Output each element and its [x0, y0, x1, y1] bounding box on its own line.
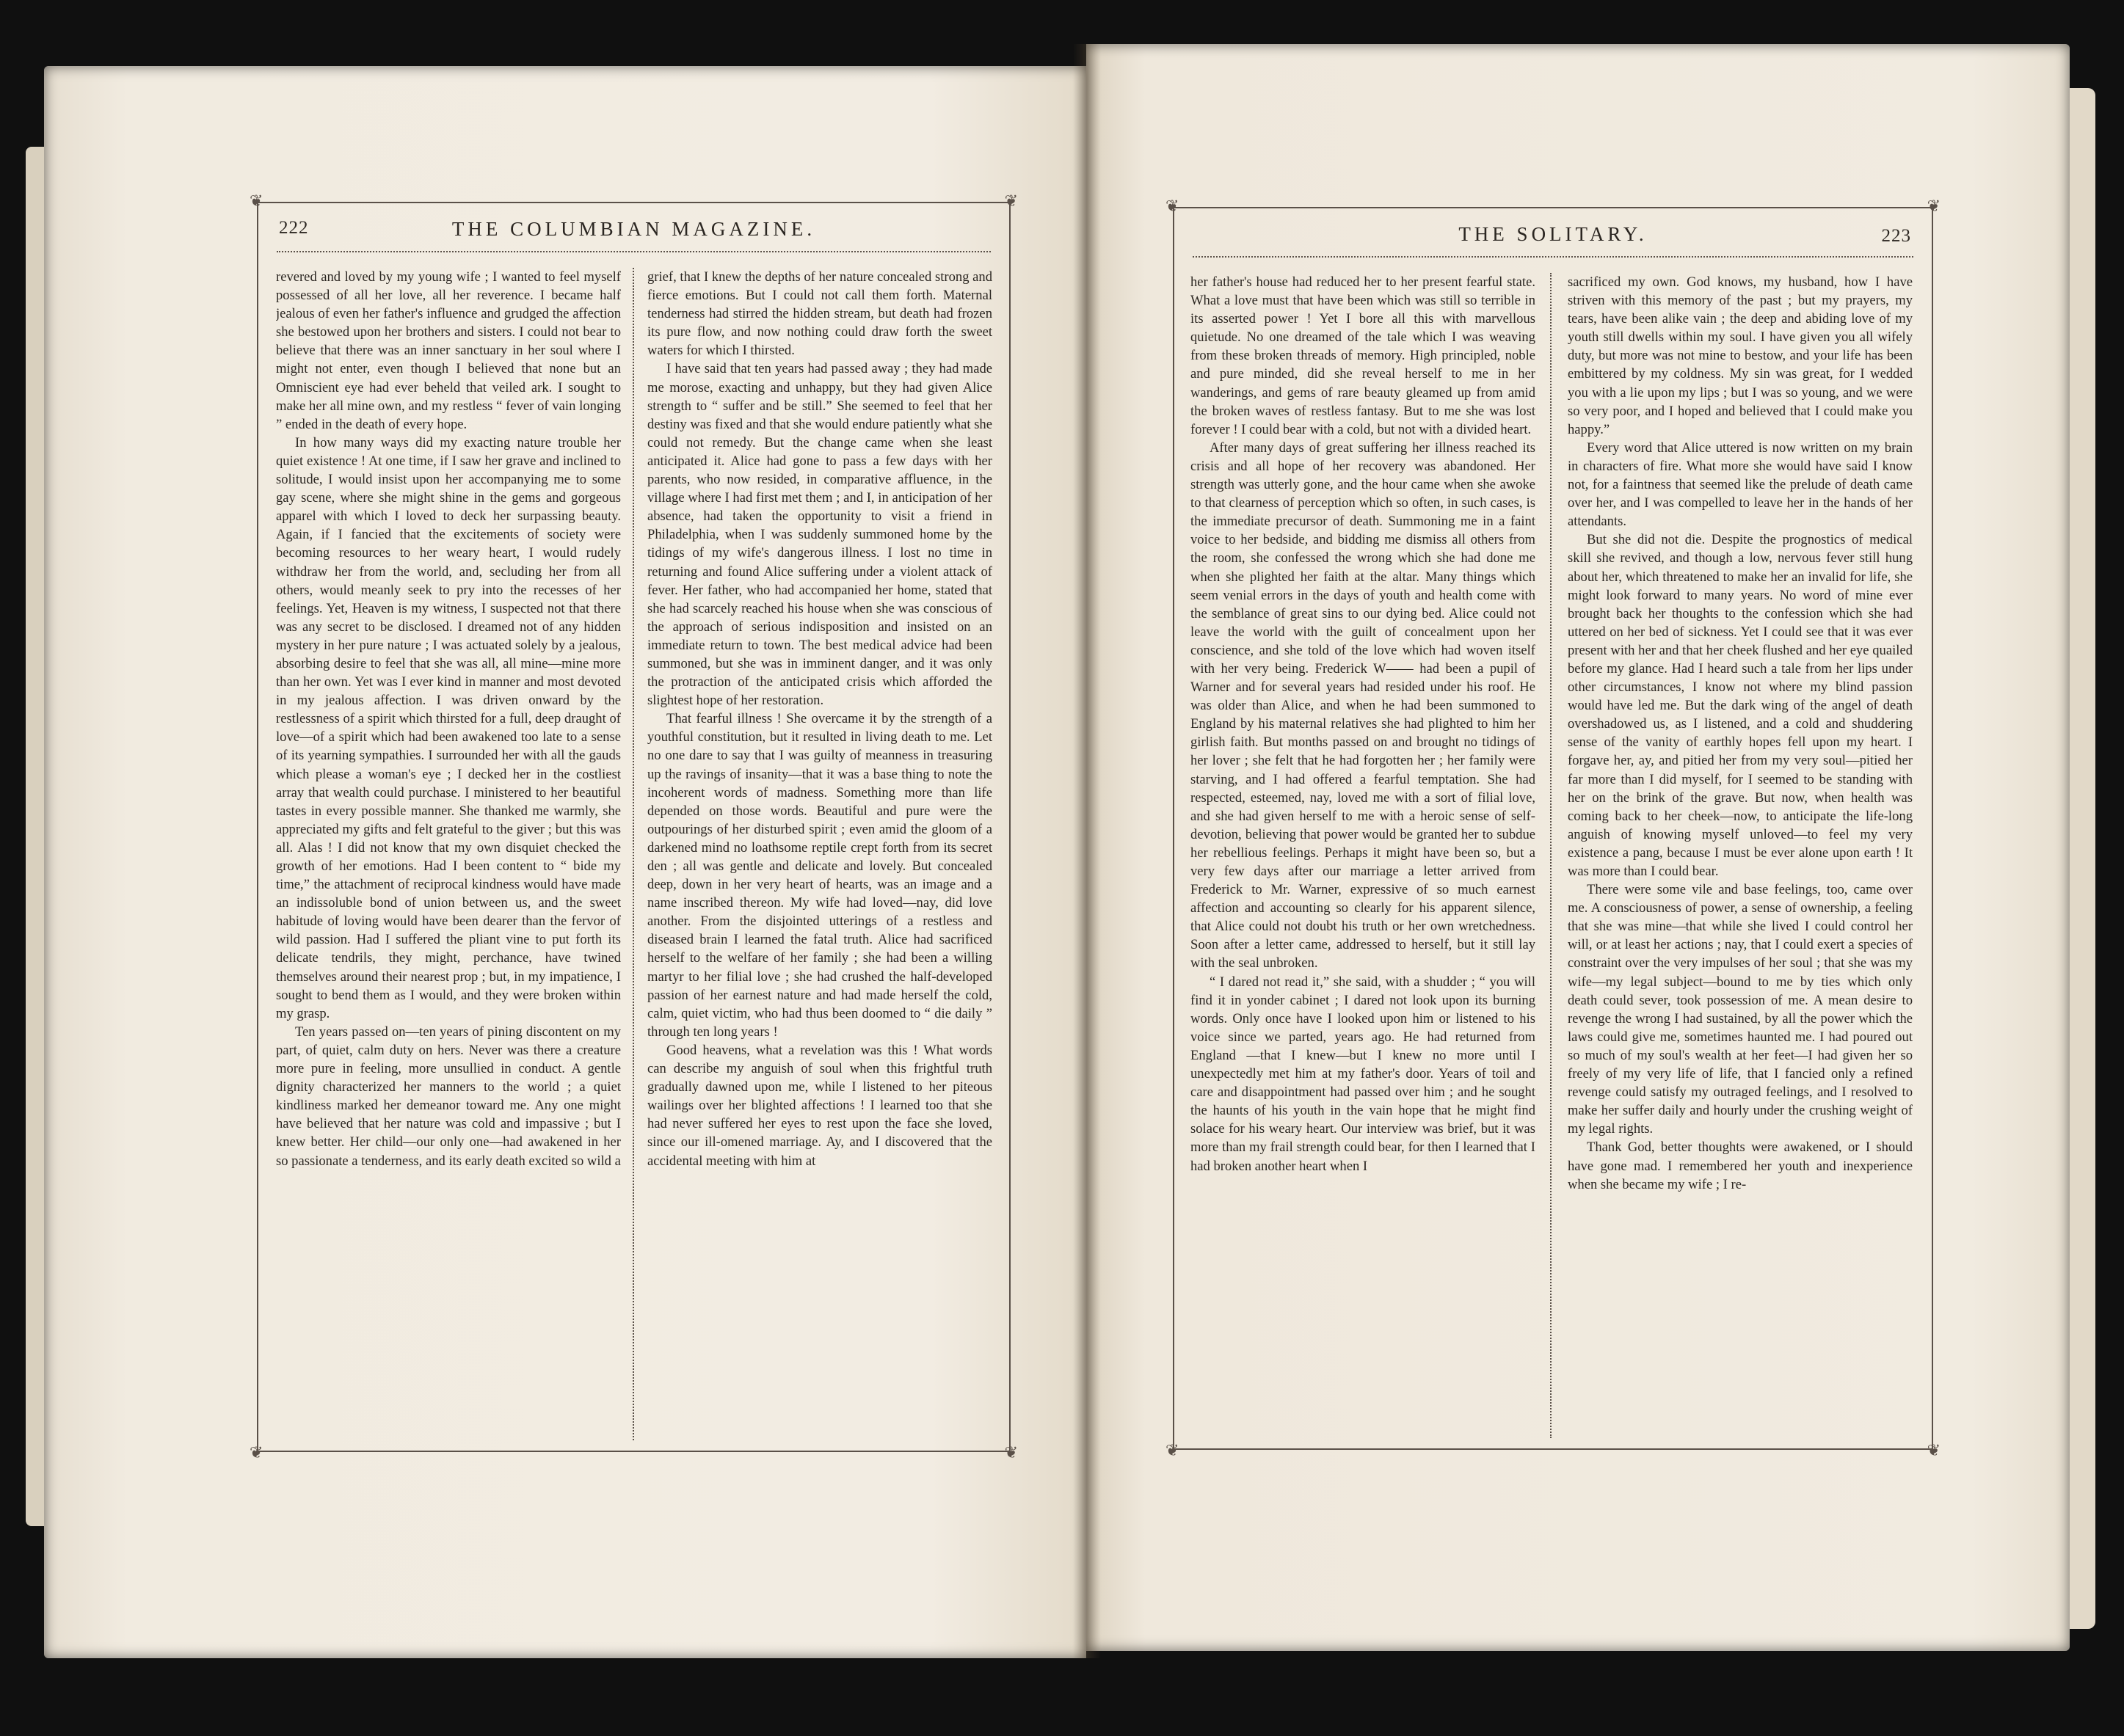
running-head: THE COLUMBIAN MAGAZINE. [451, 218, 816, 240]
right-page-frame [1165, 197, 1941, 1459]
paragraph: That fearful illness ! She overcame it by the strength of a youthful constitution, but it resulted in living death to me. Let no one dare to say that I was guilty of meanness in treasuring up the ravings of insanity—that it was a base thing to note the incoherent words of madness. Something more than life depended on those words. Beautiful and pure were the outpourings of her disturbed spirit ; even amid the gloom of a darkened mind no loathsome reptile crept forth from its secret den ; all was gentle and delicate and lovely. But concealed deep, down in her very heart of hearts, was an image and a name inscribed thereon. My wife had loved—nay, did love another. From the disjointed utterings of a restless and diseased brain I learned the fatal truth. Alice had sacrificed herself to the welfare of her family ; she had been a willing martyr to her filial love ; she had crushed the half-developed passion of her earnest nature and had made herself the cold, calm, quiet victim, who had thus been doomed to “ die daily ” through ten long years ! [647, 711, 992, 1040]
paragraph: In how many ways did my exacting nature trouble her quiet existence ! At one time, if I saw her grave and inclined to solitude, I would insist upon her accompanying me to some gay scene, where she might shine in the gems and gorgeous apparel with which I loved to deck her surpassing beauty. Again, if I fancied that the excitements of society were becoming resources to her weary heart, I would rudely withdraw her from the world, and, secluding her from all others, would meanly seek to pry into the recesses of her feelings. Yet, Heaven is my witness, I suspected not that there was any secret to be disclosed. I dreamed not of any hidden mystery in her pure nature ; I was actuated solely by a jealous, absorbing desire to feel that she was all, all mine—mine more than her own. Yet was I ever kind in manner and most devoted in my jealous affection. I was driven onward by the restlessness of a spirit which thirsted for a full, deep draught of love—of a spirit which had been awakened too late to a sense of its yearning sympathies. I surrounded her with all the gauds which please a woman's eye ; I decked her in the costliest array that wealth could purchase. I ministered to her beautiful tastes in every possible manner. She thanked me warmly, she appreciated my gifts and felt grateful to the giver ; but this was all. Alas ! I did not know that my own disquiet checked the growth of her emotions. Had I been content to “ bide my time,” the attachment of reciprocal kindness would have made an indissoluble bond of union between us, and the sweet habitude of loving would have been dearer than the fervor of wild passion. Had I suffered the pliant vine to put forth its delicate tendrils, they might, perchance, have twined themselves around their nearest prop ; but, in my impatience, I sought to bend them as I would, and they were broken within my grasp. [276, 434, 621, 1021]
header-rule [1193, 256, 1913, 262]
page-header [1174, 223, 1932, 249]
paragraph: sacrificed my own. God knows, my husband, how I have striven with this memory of the past ; but my prayers, my tears, have been alike vain ; the deep and abiding love of my youth still dwells within my soul. I have given you all wifely duty, but more was not mine to bestow, and your life has been embittered by my coldness. My sin was great, for I wedded you with a lie upon my lips ; but I was so young, and we were so very poor, and I hoped and believed that I could make you happy.” [1568, 274, 1913, 437]
ornament-corner: ❦ [250, 1443, 263, 1462]
header-rule [277, 251, 991, 257]
page-header [258, 218, 1009, 244]
paragraph: But she did not die. Despite the prognostics of medical skill she revived, and though a low, nervous fever still hung about her, which threatened to make her an invalid for life, she might look forward to many years. No word of mine ever brought back her thoughts to the confession which she had uttered on her bed of sickness. Yet I could see that it was ever present with her and that her cheek flushed and her eye quailed before my glance. Had I heard such a tale from her lips under other circumstances, I know not where my blind passion would have led me. But the dark wing of the angel of death overshadowed us, as I listened, and a cold and shuddering sense of the vanity of earthly hopes fell upon my heart. I forgave her, ay, and pitied her from my very soul—pitied her far more than I did myself, for I seemed to be standing with her on the brink of the grave. But now, when health was coming back to her cheek—now, to anticipate the life-long anguish of knowing myself unloved—to feel my very existence a pang, because I must be ever alone upon earth ! It was more than I could bear. [1568, 532, 1913, 879]
right-page-edge [2066, 88, 2095, 1629]
paragraph: her father's house had reduced her to her present fearful state. What a love must that have been which was still so terrible in its asserted power ! Yet I bore all this with marvellous quietude. No one dreamed of the tale which I was weaving from these broken threads of memory. High principled, noble and pure minded, did she reveal herself to me in her wanderings, and gems of rare beauty gleamed up from amid the broken waves of restless fantasy. But to me she was lost forever ! I could bear with a cold, but not with a divided heart. [1190, 274, 1535, 437]
ornament-corner: ❦ [1004, 192, 1018, 210]
paragraph: Ten years passed on—ten years of pining discontent on my part, of quiet, calm duty on hers. Never was there a creature more pure in feeling, more unsullied in conduct. A gentle dignity characterized her manners to the world ; a quiet kindliness marked her demeanor toward me. Any one might have believed that her nature was cold and impassive ; but I knew better. Her child—our only one—had awakened in her so passionate a tenderness, and its early death excited so wild a [276, 1024, 621, 1169]
left-page-frame [250, 192, 1018, 1462]
ornament-corner: ❦ [1927, 197, 1941, 215]
running-head: THE SOLITARY. [1458, 223, 1648, 245]
paragraph: Good heavens, what a revelation was this ! What words can describe my anguish of soul when this frightful truth gradually dawned upon me, while I listened to her piteous wailings over her blighted affections ! I learned too that she had never suffered her eyes to rest upon the face she loved, since our ill-omened marriage. Ay, and I discovered that the accidental meeting with him at [647, 1042, 992, 1169]
paragraph: Every word that Alice uttered is now written on my brain in characters of fire. What more she would have said I know not, for a faintness that seemed like the prelude of death came over her, and I was compelled to leave her in the hands of her attendants. [1568, 440, 1913, 530]
ornament-corner: ❦ [1165, 197, 1179, 215]
paragraph: Thank God, better thoughts were awakened, or I should have gone mad. I remembered her youth and inexperience when she became my wife ; I re- [1568, 1139, 1913, 1192]
ornament-corner: ❦ [1004, 1443, 1018, 1462]
text-column-left [1190, 273, 1535, 1438]
paragraph: After many days of great suffering her illness reached its crisis and all hope of her recovery was abandoned. Her strength was utterly gone, and the hour came when she awoke to that clearness of perception which so often, in such cases, is the immediate precursor of death. Summoning me in a faint voice to her bedside, and bidding me dismiss all others from the room, she confessed the wrong which she had done me when she plighted her faith at the altar. Many things which seem venial errors in the days of youth and health come with the semblance of great sins to our dying bed. Alice could not leave the world with the guilt of concealment upon her conscience, and she told of the love which had woven itself with her very being. Frederick W—— had been a pupil of Warner and for several years had resided under his roof. He was older than Alice, and when he had been summoned to England by his maternal relatives she had plighted to him her girlish faith. But months passed on and brought no tidings of her lover ; she felt that he had forgotten her ; her family were starving, and I had offered a fearful temptation. She had respected, esteemed, nay, loved me with a sort of filial love, and she had given herself to me with a heroic sense of self-devotion, believing that power would be granted her to subdue her rebellious feelings. Perhaps it might have been so, but a very few days after our marriage a letter arrived from Frederick to Mr. Warner, expressive of so much earnest affection and accounting so clearly for his apparent silence, that Alice could not doubt his truth or her own wretchedness. Soon after a letter came, addressed to herself, but it still lay with the seal unbroken. [1190, 440, 1535, 971]
ornament-corner: ❦ [1165, 1441, 1179, 1459]
page-number: 222 [279, 218, 309, 238]
page-number: 223 [1881, 226, 1911, 246]
paragraph: “ I dared not read it,” she said, with a shudder ; “ you will find it in yonder cabinet ; I dared not look upon its burning words. Only once have I looked upon him or listened to his voice since we parted, years ago. He had returned from England —that I knew—but I knew no more until I unexpectedly met him at my father's door. Years of toil and care and disappointment had passed over him ; and he sought the haunts of his youth in the vain hope that he might find solace for his weary heart. Our interview was brief, but it was more than my frail strength could bear, for then I learned that I had broken another heart when I [1190, 974, 1535, 1174]
ornament-corner: ❦ [1927, 1441, 1941, 1459]
book-gutter [1073, 44, 1101, 1658]
paragraph: grief, that I knew the depths of her nature concealed strong and fierce emotions. But I could not call them forth. Maternal tenderness had stirred the hidden stream, but death had frozen its pure flow, and now nothing could draw forth the sweet waters for which I thirsted. [647, 269, 992, 359]
paragraph: There were some vile and base feelings, too, came over me. A consciousness of power, a sense of ownership, a feeling that she was mine—that while she lived I could control her will, or at least her actions ; nay, that I could exert a species of constraint over the very impulses of her soul ; that she was my wife—my legal subject—bound to me by ties which only death could sever, took possession of me. A mean desire to revenge the wrong I had sustained, by all the power which the laws could give me, sometimes haunted me. I had poured out so much of my soul's wealth at her feet—I had given her so freely of my very life of life, that I fancied only a refined revenge could satisfy my outraged feelings, and I resolved to make her suffer daily and hourly under the crushing weight of my legal rights. [1568, 882, 1913, 1137]
text-column-right [647, 268, 992, 1440]
column-rule [1550, 273, 1552, 1438]
paragraph: revered and loved by my young wife ; I wanted to feel myself possessed of all her love, all her reverence. I became half jealous of even her father's influence and grudged the affection she bestowed upon her brothers and sisters. I could not bear to believe that there was an inner sanctuary in her soul where I might not enter, even though I believed that none but an Omniscient eye had ever beheld that veiled ark. I sought to make her all mine own, and my restless “ fever of vain longing ” ended in the death of every hope. [276, 269, 621, 432]
column-rule [633, 268, 634, 1440]
text-column-right [1568, 273, 1913, 1438]
paragraph: I have said that ten years had passed away ; they had made me morose, exacting and unhappy, but they had given Alice strength to “ suffer and be still.” She seemed to feel that her destiny was fixed and that she would endure patiently what she could not remedy. But the change came when she least anticipated it. Alice had gone to pass a few days with her parents, who now resided, in comparative affluence, in the village where I had first met them ; and I, in anticipation of her absence, had taken the opportunity to visit a friend in Philadelphia, when I was suddenly summoned home by the tidings of my wife's dangerous illness. I lost no time in returning and found Alice suffering under a violent attack of fever. Her father, who had accompanied her home, stated that she had scarcely reached his house when she was conscious of the approach of serious indisposition and insisted on an immediate return to town. The best medical advice had been summoned, but she was in imminent danger, and it was only the protraction of the anticipated crisis which afforded the slightest hope of her restoration. [647, 361, 992, 709]
ornament-corner: ❦ [250, 192, 263, 210]
text-column-left [276, 268, 621, 1440]
